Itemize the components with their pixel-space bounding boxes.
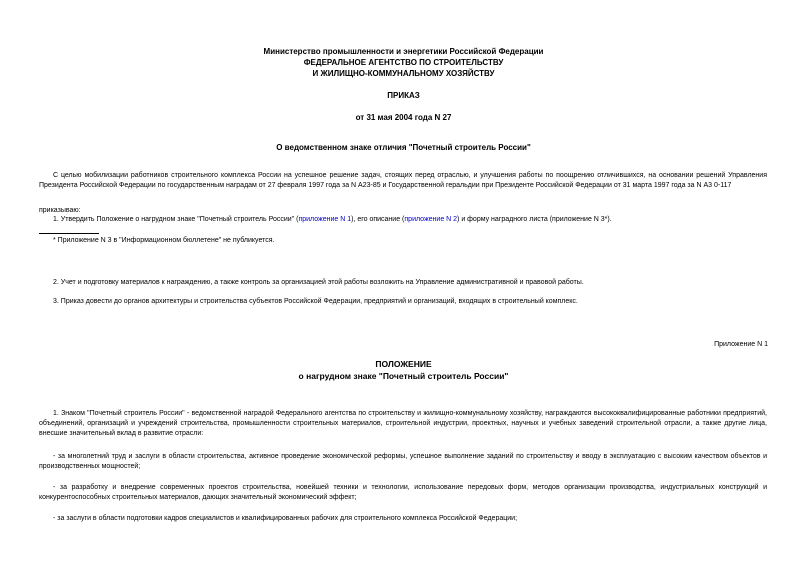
order-title: ПРИКАЗ	[387, 91, 420, 100]
order-item-3: 3. Приказ довести до органов архитектуры и строительства субъектов Российской Федерации, предприятий и организаций, входящих в строительный комплекс.	[53, 298, 578, 305]
regulation-bullet-3: - за заслуги в области подготовки кадров специалистов и квалифицированных рабочих для строительного комплекса Российской Федерации;	[53, 515, 518, 522]
order-subject: О ведомственном знаке отличия "Почетный строитель России"	[276, 143, 531, 152]
footnote-divider	[39, 233, 99, 234]
regulation-subtitle: о нагрудном знаке "Почетный строитель России"	[298, 371, 509, 381]
item1-text-a: 1. Утвердить Положение о нагрудном знаке "Почетный строитель России" (	[53, 216, 299, 223]
ministry-name: Министерство промышленности и энергетики Российской Федерации	[263, 47, 544, 56]
regulation-item-1: 1. Знаком "Почетный строитель России" - ведомственной наградой Федерального агентства по строительству и жилищно-коммунальному хозяйству, награждаются высококвалифицированные работники предприятий, объединений, организаций и учреждений строительства, промышленности строительных материалов, строительной индустрии, проектных, научных и учебных заведений строительной отрасли, а также другие лица, внесшие значительный вклад в развитие отрасли:	[39, 410, 767, 437]
agency-name-line1: ФЕДЕРАЛЬНОЕ АГЕНТСТВО ПО СТРОИТЕЛЬСТВУ	[303, 58, 504, 67]
order-item-1	[53, 215, 612, 225]
preamble-paragraph: С целью мобилизации работников строительного комплекса России на успешное решение задач, стоящих перед отраслью, и улучшения работы по поощрению отличившихся, на основании решений Управления Президента Российской Федерации по государственным наградам от 27 февраля 1997 года за N А23-85 и Государственной геральдии при Президенте Российской Федерации от 31 марта 1997 года за N А3 0-117	[39, 172, 767, 189]
regulation-bullet-2: - за разработку и внедрение современных проектов строительства, новейшей техники и технологии, использование передовых форм, методов организации производства, индустриальных конструкций и конкурентоспособных строительных материалов, дающих значительный экономический эффект;	[39, 484, 767, 501]
regulation-title: ПОЛОЖЕНИЕ	[375, 359, 432, 369]
agency-name-line2: И ЖИЛИЩНО-КОММУНАЛЬНОМУ ХОЗЯЙСТВУ	[312, 69, 495, 78]
regulation-bullet-1: - за многолетний труд и заслуги в области строительства, активное проведение экономической реформы, успешное выполнение заданий по строительству и вводу в эксплуатацию с высоким качеством объектов и производственных мощностей;	[39, 453, 767, 470]
appendix-label: Приложение N 1	[714, 341, 768, 348]
footnote: * Приложение N 3 в "Информационном бюллетене" не публикуется.	[53, 237, 275, 244]
orders-word: приказываю:	[39, 207, 81, 214]
appendix-2-link[interactable]: приложение N 2	[404, 216, 458, 223]
item1-text-b: ), его описание (	[351, 216, 405, 223]
item1-text-c: ) и форму наградного листа (приложение N 3*).	[457, 216, 612, 223]
appendix-1-link[interactable]: приложение N 1	[298, 216, 352, 223]
order-item-2: 2. Учет и подготовку материалов к награждению, а также контроль за организацией этой работы возложить на Управление административной и правовой работы.	[53, 279, 584, 286]
order-date: от 31 мая 2004 года N 27	[355, 113, 452, 122]
